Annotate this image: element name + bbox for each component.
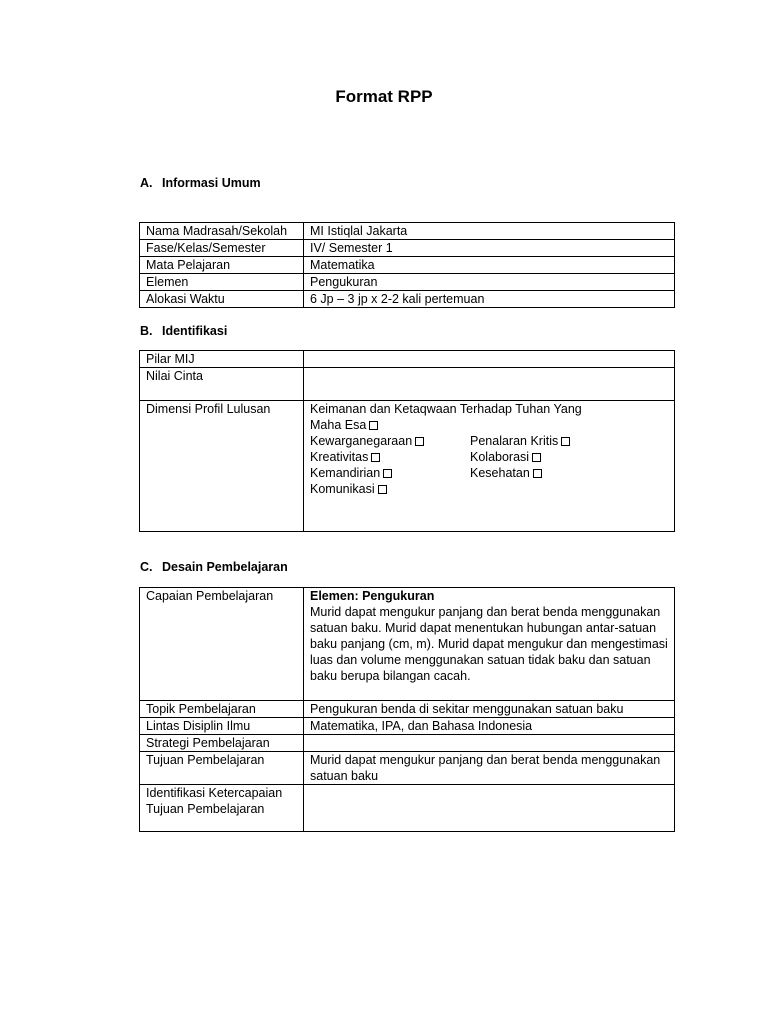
topik-value: Pengukuran benda di sekitar menggunakan satuan baku (304, 701, 675, 718)
cp-text: Murid dapat mengukur panjang dan berat benda menggunakan satuan baku. Murid dapat menentukan hubungan antar-satuan baku panjang (cm, m). Murid dapat mengukur dan mengestimasi luas dan volume menggunakan satuan tidak baku dan satuan baku berupa bilangan cacah. (310, 605, 668, 683)
table-row (140, 274, 675, 291)
checkbox[interactable] (371, 453, 380, 462)
dimensi-value (304, 401, 675, 532)
section-c-number: C. (140, 560, 153, 574)
table-row (140, 785, 675, 832)
section-a-label: Informasi Umum (162, 176, 261, 190)
section-a-number: A. (140, 176, 153, 190)
pilar-value (304, 351, 675, 368)
info-value: IV/ Semester 1 (304, 240, 675, 257)
table-row (140, 291, 675, 308)
dimensi-item: Kewarganegaraan (310, 434, 413, 448)
dimensi-label: Dimensi Profil Lulusan (140, 401, 304, 532)
tujuan-label: Tujuan Pembelajaran (140, 752, 304, 785)
info-value: Pengukuran (304, 274, 675, 291)
info-value: 6 Jp – 3 jp x 2-2 kali pertemuan (304, 291, 675, 308)
info-label: Elemen (140, 274, 304, 291)
desain-table (139, 587, 675, 832)
table-row (140, 701, 675, 718)
section-b-label: Identifikasi (162, 324, 228, 338)
cp-label: Capaian Pembelajaran (140, 588, 304, 701)
checkbox[interactable] (415, 437, 424, 446)
nilai-label: Nilai Cinta (140, 368, 304, 401)
table-row (140, 752, 675, 785)
section-b-number: B. (140, 324, 153, 338)
info-value: MI Istiqlal Jakarta (304, 223, 675, 240)
tujuan-value: Murid dapat mengukur panjang dan berat benda menggunakan satuan baku (304, 752, 675, 785)
dimensi-line2-row (310, 417, 668, 433)
nilai-value (304, 368, 675, 401)
dimensi-row (310, 433, 668, 449)
dimensi-line1: Keimanan dan Ketaqwaan Terhadap Tuhan Yang (310, 402, 582, 416)
info-label: Mata Pelajaran (140, 257, 304, 274)
checkbox[interactable] (369, 421, 378, 430)
dimensi-item: Penalaran Kritis (470, 434, 559, 448)
dimensi-item: Kesehatan (470, 466, 530, 480)
strategi-value (304, 735, 675, 752)
table-row (140, 588, 675, 701)
dimensi-row (310, 465, 668, 481)
dimensi-row (310, 481, 668, 497)
section-c-heading (140, 560, 288, 574)
table-row (140, 257, 675, 274)
lintas-label: Lintas Disiplin Ilmu (140, 718, 304, 735)
checkbox[interactable] (533, 469, 542, 478)
checkbox[interactable] (383, 469, 392, 478)
info-label: Fase/Kelas/Semester (140, 240, 304, 257)
table-row (140, 718, 675, 735)
cp-heading: Elemen: Pengukuran (310, 589, 435, 603)
strategi-label: Strategi Pembelajaran (140, 735, 304, 752)
info-label: Alokasi Waktu (140, 291, 304, 308)
pilar-label: Pilar MIJ (140, 351, 304, 368)
dimensi-item: Komunikasi (310, 482, 375, 496)
section-b-heading (140, 324, 227, 338)
table-row (140, 368, 675, 401)
table-row (140, 223, 675, 240)
dimensi-item: Kreativitas (310, 450, 369, 464)
info-umum-table (139, 222, 675, 308)
section-a-heading (140, 176, 261, 190)
table-row (140, 401, 675, 532)
cp-value (304, 588, 675, 701)
table-row (140, 240, 675, 257)
topik-label: Topik Pembelajaran (140, 701, 304, 718)
section-c-label: Desain Pembelajaran (162, 560, 288, 574)
table-row (140, 351, 675, 368)
dimensi-row (310, 449, 668, 465)
lintas-value: Matematika, IPA, dan Bahasa Indonesia (304, 718, 675, 735)
info-label: Nama Madrasah/Sekolah (140, 223, 304, 240)
checkbox[interactable] (532, 453, 541, 462)
dimensi-item: Kemandirian (310, 466, 381, 480)
checkbox[interactable] (561, 437, 570, 446)
identifikasi-ketercapaian-label: Identifikasi Ketercapaian Tujuan Pembelajaran (140, 785, 304, 832)
info-value: Matematika (304, 257, 675, 274)
document-title: Format RPP (335, 87, 433, 106)
dimensi-line2: Maha Esa (310, 418, 367, 432)
dimensi-item: Kolaborasi (470, 450, 530, 464)
identifikasi-ketercapaian-value (304, 785, 675, 832)
checkbox[interactable] (378, 485, 387, 494)
identifikasi-table (139, 350, 675, 532)
table-row (140, 735, 675, 752)
